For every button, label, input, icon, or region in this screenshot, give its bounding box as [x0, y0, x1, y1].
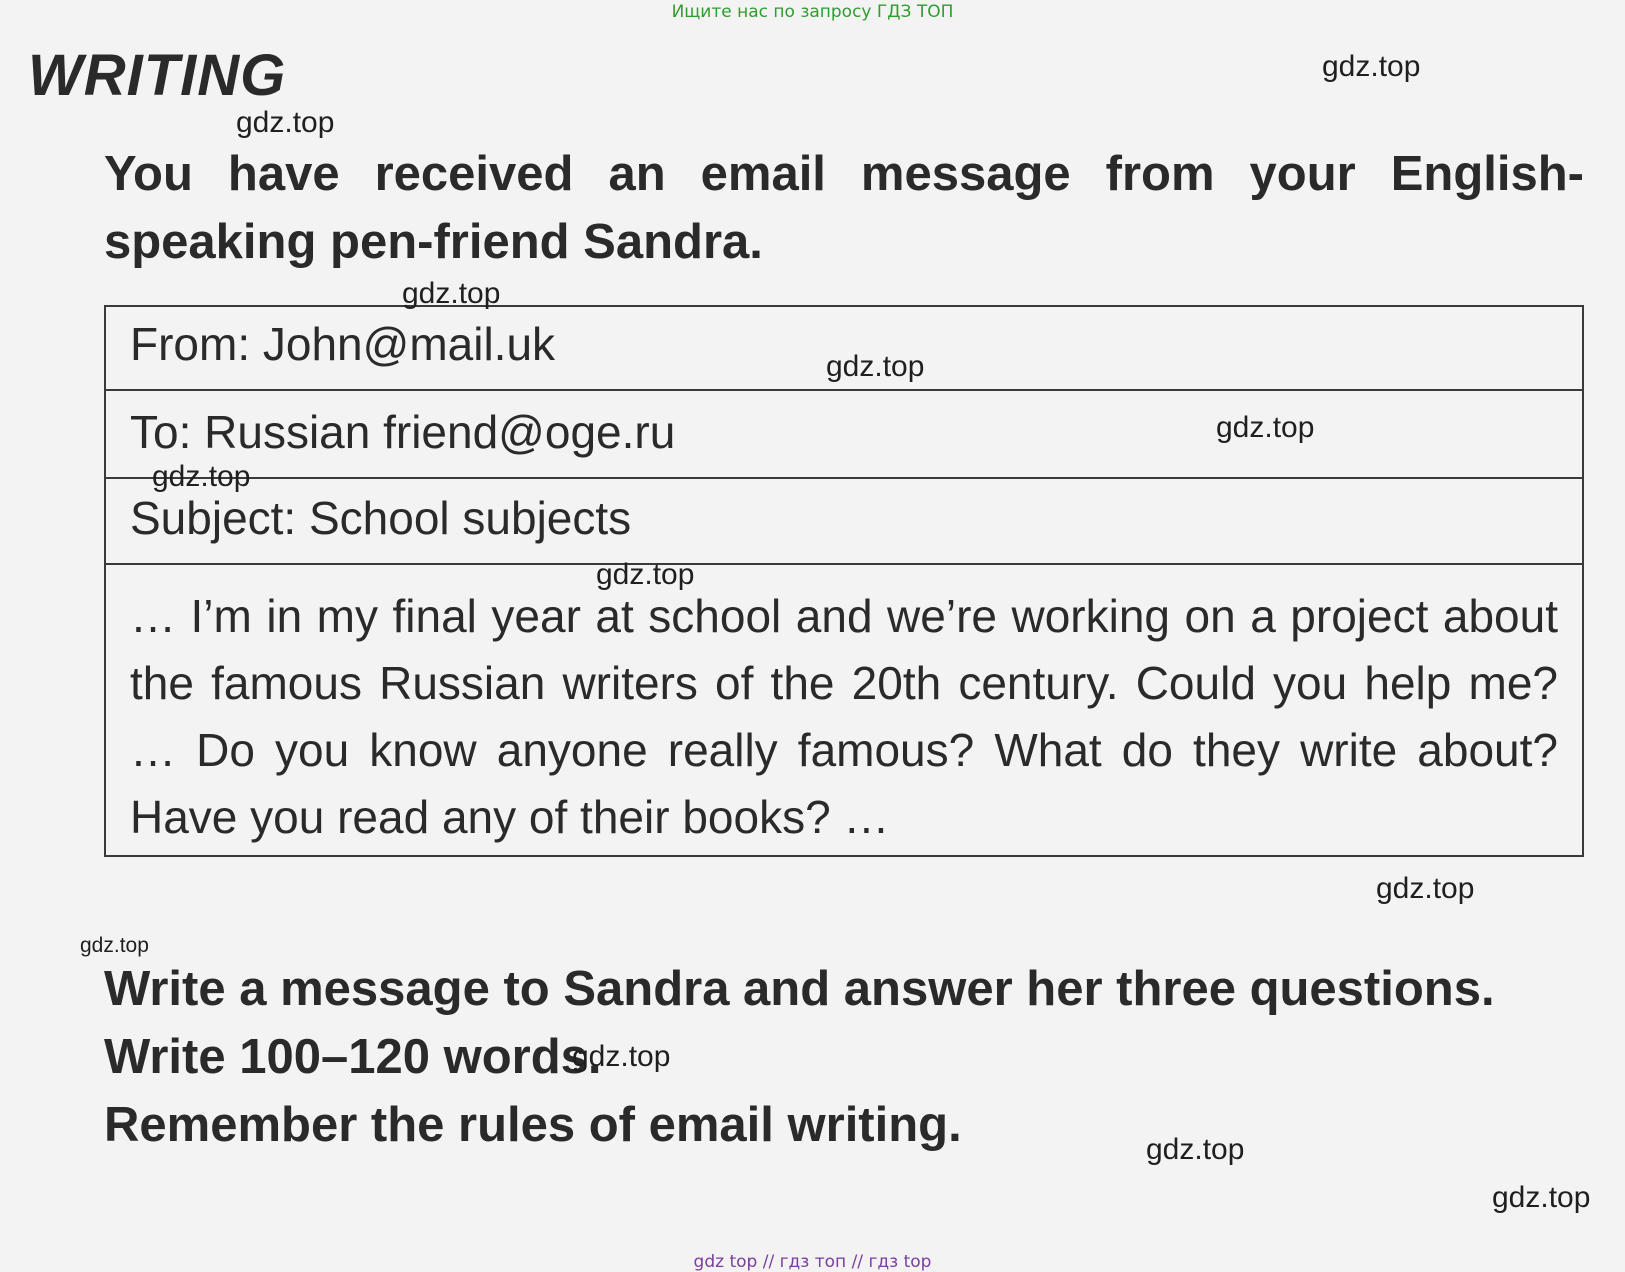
footer-link-gdz-top[interactable]: gdz top — [693, 1252, 758, 1272]
watermark: gdz.top — [596, 558, 695, 591]
top-banner-text: Ищите нас по запросу ГДЗ ТОП — [671, 2, 954, 22]
footer-separator: // — [762, 1252, 775, 1272]
task-line-3: Remember the rules of email writing. — [104, 1098, 962, 1152]
watermark: gdz.top — [402, 277, 501, 310]
top-banner — [0, 0, 1625, 24]
watermark: gdz.top — [1492, 1181, 1591, 1214]
task-line-2: Write 100–120 words. — [104, 1030, 602, 1084]
section-title: WRITING — [28, 43, 287, 108]
footer-separator: // — [851, 1252, 864, 1272]
footer-link-gdz-top-ru[interactable]: гдз топ — [779, 1252, 847, 1272]
footer-link-gdz-top-mixed[interactable]: гдз top — [868, 1252, 932, 1272]
watermark: gdz.top — [572, 1040, 671, 1073]
email-body: … I’m in my final year at school and we’re working on a project about the famous Russian writers of the 20th century. Could you help me? … Do you know anyone really famous? What do they write about? Have you read any of their books? … — [105, 564, 1583, 856]
watermark: gdz.top — [1146, 1133, 1245, 1166]
email-to: To: Russian friend@oge.ru — [105, 390, 1583, 478]
email-subject: Subject: School subjects — [105, 478, 1583, 564]
email-subject-row — [105, 478, 1583, 564]
watermark: gdz.top — [826, 350, 925, 383]
task-line-1: Write a message to Sandra and answer her three questions. — [104, 962, 1495, 1016]
intro-text: You have received an email message from your English-speaking pen-friend Sandra. — [104, 147, 1584, 269]
email-body-row — [105, 564, 1583, 856]
footer-links — [0, 1252, 1625, 1272]
watermark: gdz.top — [80, 934, 149, 957]
email-to-row — [105, 390, 1583, 478]
watermark: gdz.top — [1216, 411, 1315, 444]
watermark: gdz.top — [1376, 872, 1475, 905]
email-box — [104, 305, 1584, 857]
watermark: gdz.top — [236, 106, 335, 139]
watermark: gdz.top — [1322, 50, 1421, 83]
email-from: From: John@mail.uk — [130, 318, 556, 370]
task-instructions — [104, 955, 1584, 1159]
watermark: gdz.top — [152, 460, 251, 493]
